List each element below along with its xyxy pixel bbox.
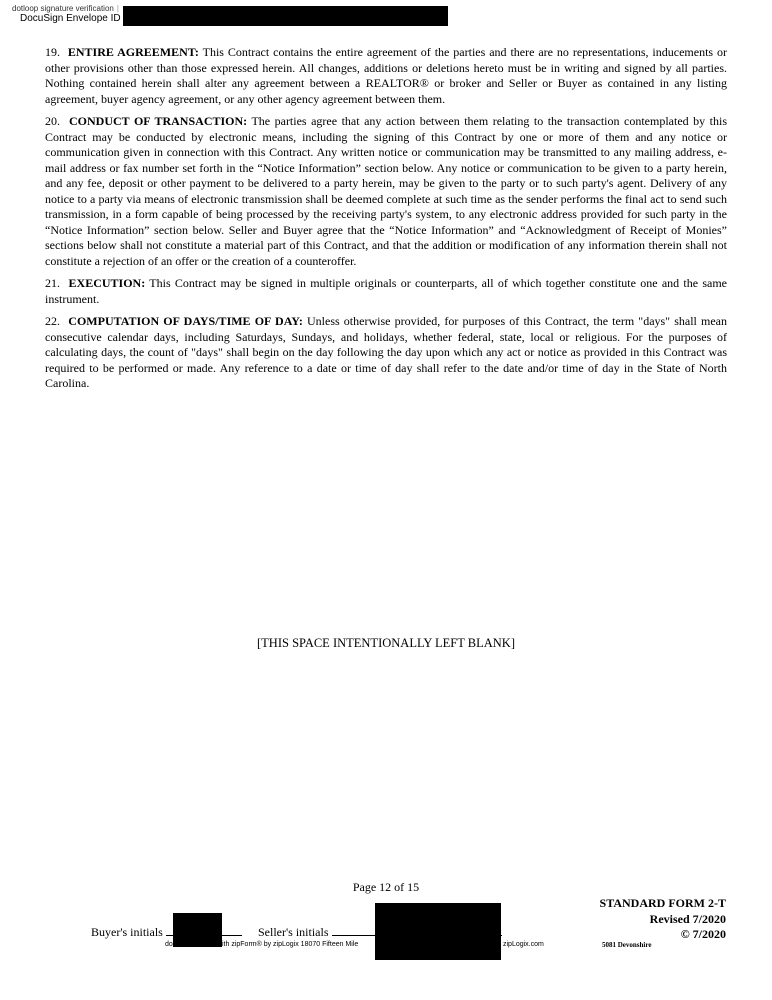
contract-body [45, 45, 727, 399]
section-text: The parties agree that any action between them relating to the transaction contemplated by this Contract may be conducted by electronic means, including the signing of this Contract by one or more of them and any notice or communication given in connection with this Contract. Any written notice or communication may be transmitted to any mailing address, e-mail address or fax number set forth in the “Notice Information” section below. Any notice or communication to be given to a party herein, and any fee, deposit or other payment to be delivered to a party herein, may be given to the party or to such party's agent. Delivery of any notice to a party via means of electronic transmission shall be deemed complete at such time as the sender performs the final act to send such transmission, in a form capable of being processed by the receiving party's system, to any electronic address provided for such party in the “Notice Information” section below. Seller and Buyer agree that the “Notice Information” and “Acknowledgment of Receipt of Monies” sections below shall not constitute a material part of this Contract, and that the addition or modification of any information therein shall not constitute a rejection of an offer or the creation of a counteroffer. [45, 114, 727, 268]
buyer-initials-label: Buyer's initials [91, 925, 163, 939]
section-21 [45, 276, 727, 307]
redacted-buyer-initials [173, 913, 222, 947]
section-title: ENTIRE AGREEMENT: [67, 45, 199, 59]
form-copyright: © 7/2020 [680, 927, 726, 941]
section-number: 21. [45, 276, 60, 290]
section-text: This Contract contains the entire agreement of the parties and there are no representations, inducements or other provisions other than those expressed herein. All changes, additions or deletions hereto must be in writing and signed by all parties. Nothing contained herein shall alter any agreement between a REALTOR® or broker and Seller or Buyer as contained in any listing agreement, buyer agency agreement, or any other agency agreement between them. [45, 45, 727, 106]
section-20 [45, 114, 727, 269]
producer-prefix: do [165, 941, 173, 948]
redacted-envelope-id [123, 6, 448, 26]
intentionally-blank-notice: [THIS SPACE INTENTIONALLY LEFT BLANK] [257, 636, 515, 650]
seller-initials-label: Seller's initials [258, 925, 329, 939]
form-name: STANDARD FORM 2-T [599, 896, 726, 910]
producer-text: ith zipForm® by zipLogix 18070 Fifteen Mile [222, 941, 359, 948]
section-19 [45, 45, 727, 107]
producer-site: zipLogix.com [503, 941, 544, 948]
form-info [600, 896, 726, 943]
section-title: EXECUTION: [68, 276, 146, 290]
page-number: Page 12 of 15 [352, 880, 420, 894]
section-22 [45, 314, 727, 392]
docusign-envelope-label: DocuSign Envelope ID [20, 13, 121, 24]
form-revised: Revised 7/2020 [649, 911, 726, 926]
section-number: 19. [45, 45, 60, 59]
section-title: COMPUTATION OF DAYS/TIME OF DAY: [68, 314, 303, 328]
dotloop-verification-label: dotloop signature verification | [12, 4, 119, 13]
redacted-footer-info [375, 903, 501, 960]
section-number: 20. [45, 114, 60, 128]
section-title: CONDUCT OF TRANSACTION: [69, 114, 248, 128]
section-text: Unless otherwise provided, for purposes of this Contract, the term "days" shall mean consecutive calendar days, including Saturdays, Sundays, and holidays, whether federal, state, local or religious. For the purposes of calculating days, the count of "days" shall begin on the day following the day upon which any act or notice as provided in this Contract was required to be performed or made. Any reference to a date or time of day shall refer to the date and/or time of day in the State of North Carolina. [45, 314, 728, 390]
section-number: 22. [45, 314, 60, 328]
property-address: 5081 Devonshire [602, 941, 652, 949]
section-text: This Contract may be signed in multiple originals or counterparts, all of which together constitute one and the same instrument. [45, 276, 728, 306]
